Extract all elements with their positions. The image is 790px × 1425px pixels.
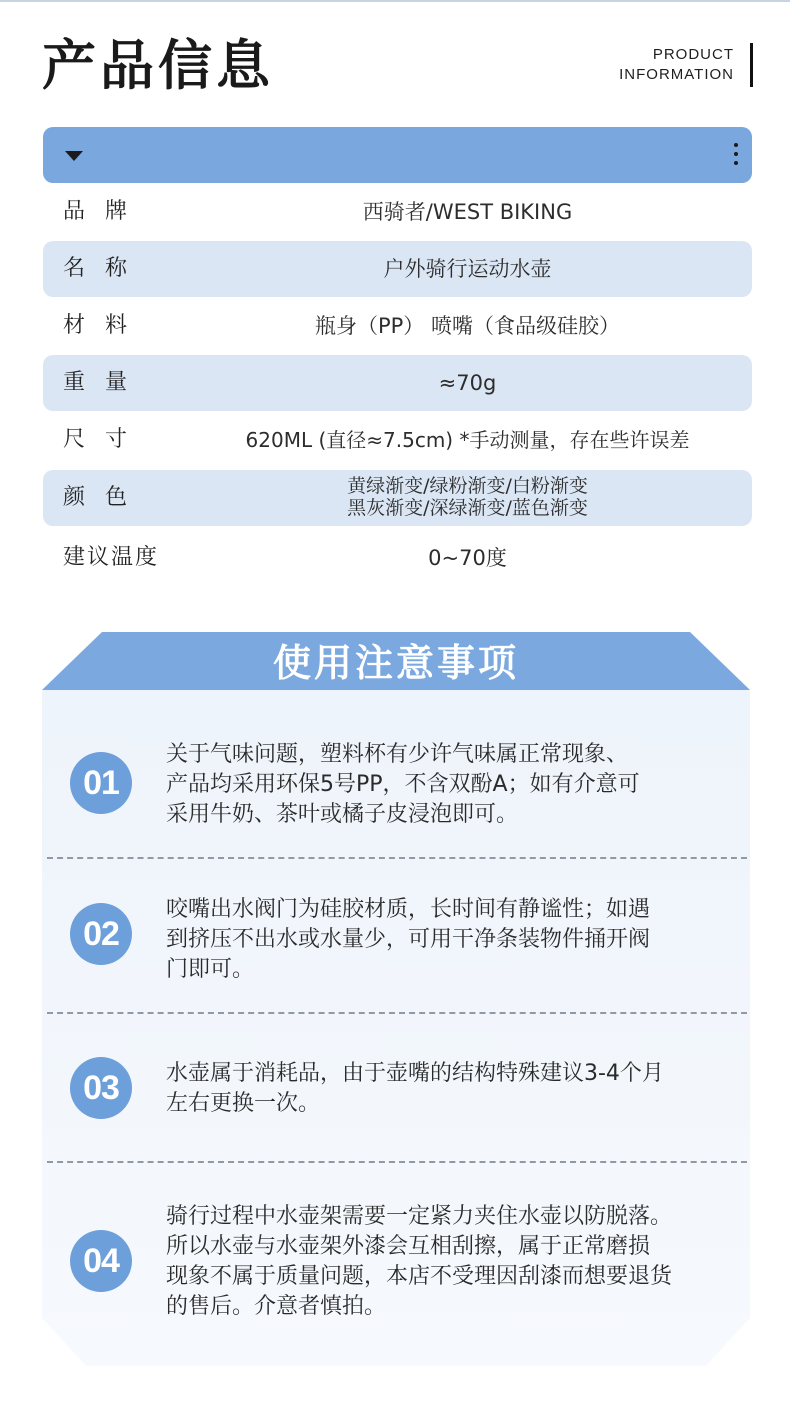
number-badge: 01 xyxy=(70,752,132,814)
info-table-header xyxy=(43,127,752,183)
notice-line: 到挤压不出水或水量少，可用干净条装物件捅开阀 xyxy=(166,927,651,952)
notice-line: 门即可。 xyxy=(166,957,255,982)
dashed-divider xyxy=(47,1012,747,1014)
row-label: 名称 xyxy=(63,256,148,281)
notice-line: 所以水壶与水壶架外漆会互相刮擦，属于正常磨损 xyxy=(166,1234,651,1259)
row-label: 重量 xyxy=(63,370,148,395)
notice-line: 水壶属于消耗品，由于壶嘴的结构特殊建议3-4个月 xyxy=(166,1061,664,1086)
notice-line: 产品均采用环保5号PP，不含双酚A；如有介意可 xyxy=(166,772,640,797)
notice-text xyxy=(166,1202,738,1322)
info-row-weight xyxy=(43,355,752,411)
row-label: 材料 xyxy=(63,313,148,338)
color-options-line2: 黑灰渐变/深绿渐变/蓝色渐变 xyxy=(347,497,588,519)
row-value: 户外骑行运动水壶 xyxy=(383,257,552,281)
notice-text xyxy=(166,1059,738,1119)
title-accent-bar xyxy=(750,43,753,87)
notice-line: 现象不属于质量问题，本店不受理因刮漆而想要退货 xyxy=(166,1264,673,1289)
notice-item-01 xyxy=(42,720,750,850)
notice-item-04 xyxy=(42,1185,750,1335)
row-value: 西骑者/WEST BIKING xyxy=(362,200,573,224)
dashed-divider xyxy=(47,857,747,859)
caret-down-icon[interactable] xyxy=(65,151,83,161)
number-badge: 02 xyxy=(70,903,132,965)
notice-item-03 xyxy=(42,1030,750,1150)
english-subtitle xyxy=(619,45,734,85)
notice-line: 左右更换一次。 xyxy=(166,1091,321,1116)
notice-line: 关于气味问题，塑料杯有少许气味属正常现象、 xyxy=(166,742,629,767)
row-value: ≈70g xyxy=(438,371,497,395)
page-title: 产品信息 xyxy=(42,34,274,97)
row-value xyxy=(193,470,742,531)
info-row-name xyxy=(43,241,752,297)
notice-line: 咬嘴出水阀门为硅胶材质，长时间有静谧性；如遇 xyxy=(166,897,651,922)
row-label: 颜色 xyxy=(63,485,148,510)
row-value: 0~70度 xyxy=(428,546,507,570)
vertical-ellipsis-icon[interactable] xyxy=(732,143,740,167)
notice-line: 的售后。介意者慎拍。 xyxy=(166,1294,387,1319)
dashed-divider xyxy=(47,1161,747,1163)
notice-text xyxy=(166,895,738,985)
top-divider xyxy=(0,0,790,2)
number-badge: 03 xyxy=(70,1057,132,1119)
info-row-material xyxy=(43,298,752,354)
row-value: 瓶身（PP） 喷嘴（食品级硅胶） xyxy=(314,314,620,338)
row-label: 尺寸 xyxy=(63,427,148,452)
info-row-brand xyxy=(43,184,752,240)
row-value: 620ML (直径≈7.5cm) *手动测量，存在些许误差 xyxy=(245,428,690,452)
notice-line: 骑行过程中水壶架需要一定紧力夹住水壶以防脱落。 xyxy=(166,1204,673,1229)
notice-item-02 xyxy=(42,875,750,1005)
color-options-line1: 黄绿渐变/绿粉渐变/白粉渐变 xyxy=(347,475,588,497)
english-subtitle-line1: PRODUCT xyxy=(652,46,734,63)
notice-header xyxy=(42,632,750,690)
row-label: 建议温度 xyxy=(63,545,160,570)
info-row-size xyxy=(43,412,752,468)
number-badge: 04 xyxy=(70,1230,132,1292)
row-label: 品牌 xyxy=(63,199,148,224)
info-row-color xyxy=(43,470,752,526)
notice-text xyxy=(166,740,738,830)
notice-title: 使用注意事项 xyxy=(272,641,519,685)
info-row-temperature xyxy=(43,530,752,586)
notice-line: 采用牛奶、茶叶或橘子皮浸泡即可。 xyxy=(166,802,519,827)
english-subtitle-line2: INFORMATION xyxy=(619,66,734,83)
